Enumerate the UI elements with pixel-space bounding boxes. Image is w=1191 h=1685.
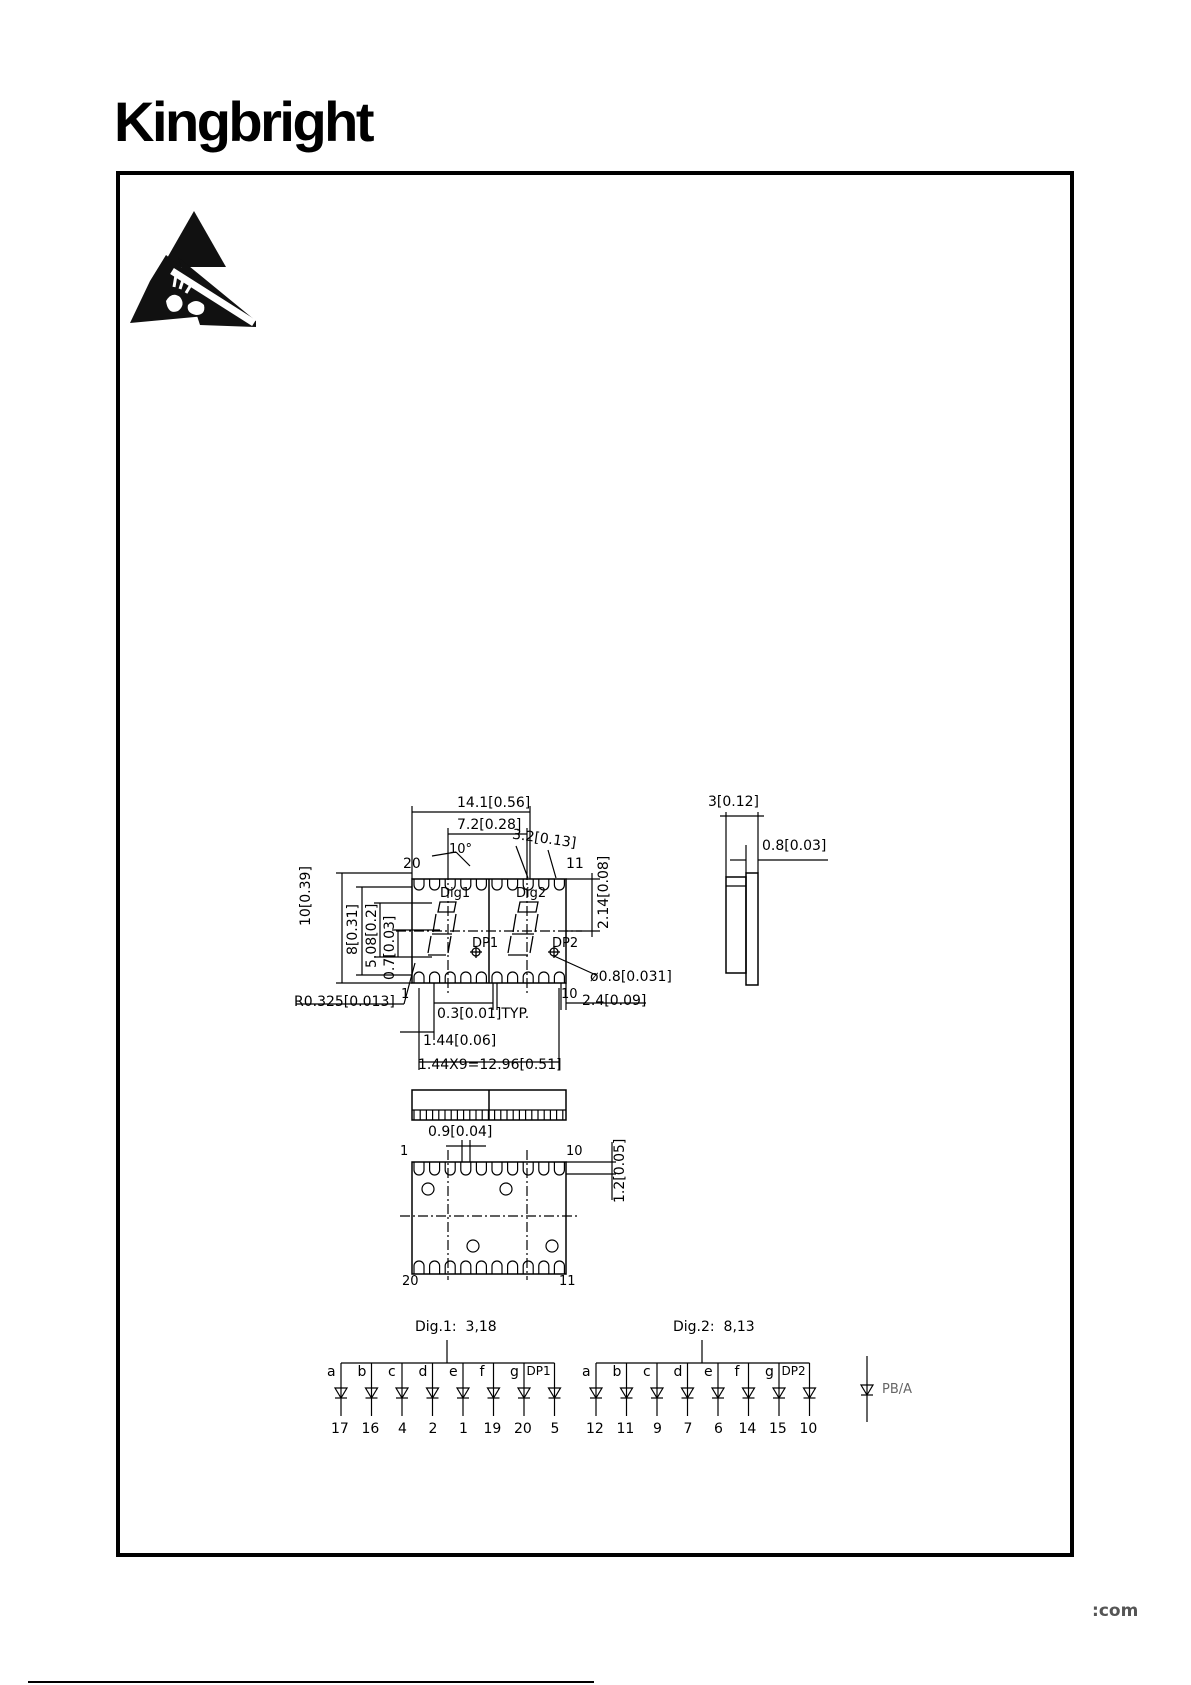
dim-hole-dia: ø0.8[0.031] (590, 969, 672, 985)
dig1-label: Dig1 (440, 886, 471, 901)
pin-notch (539, 1162, 549, 1175)
dig2-title: Dig.2: 8,13 (673, 1319, 755, 1335)
segment-label: d (673, 1364, 683, 1380)
footer-rule (28, 1681, 594, 1683)
dim-pitch-total: 1.44X9=12.96[0.51] (418, 1057, 562, 1073)
pin-notch (430, 1261, 440, 1274)
pin-notch (430, 1162, 440, 1175)
pin-10-label: 10 (561, 987, 578, 1002)
segment-label: g (510, 1364, 519, 1380)
pin-notch (476, 1162, 486, 1175)
dim-pad-width: 0.9[0.04] (428, 1124, 493, 1140)
pin-notch (461, 1162, 471, 1175)
pin-notch (492, 1162, 502, 1175)
segment-label: b (612, 1364, 622, 1380)
segment-label: c (643, 1364, 651, 1380)
segment-label: d (418, 1364, 428, 1380)
pin-20-label: 20 (403, 856, 421, 872)
pin-notch (554, 1261, 564, 1274)
pin-notch (430, 879, 440, 890)
pin-notch (492, 879, 502, 890)
segment-label: DP1 (526, 1364, 551, 1378)
legend-label: PB/A (882, 1382, 913, 1397)
pin-notch (476, 1261, 486, 1274)
segment-label: a (582, 1364, 591, 1380)
dim-segment-width: 3.2[0.13] (511, 826, 578, 852)
pin-number-label: 17 (331, 1421, 349, 1437)
dim-height-total: 10[0.39] (298, 866, 314, 926)
dim-pad-depth: 1.2[0.05] (612, 1138, 628, 1203)
segment-label: g (765, 1364, 774, 1380)
circuit-diagram (335, 1340, 873, 1422)
pin-number-label: 20 (514, 1421, 532, 1437)
segment-label: f (734, 1364, 740, 1380)
segment-label: e (704, 1364, 713, 1380)
pin-number-label: 9 (653, 1421, 662, 1437)
pin-notch (554, 879, 564, 890)
bottom-pin-20: 20 (402, 1274, 419, 1289)
dim-radius: R0.325[0.013] (294, 994, 395, 1010)
segment-label: f (479, 1364, 485, 1380)
dim-overall-width: 14.1[0.56] (457, 795, 531, 811)
dp2-label: DP2 (552, 936, 579, 951)
pin-notch (414, 879, 424, 890)
pin-notch (554, 1162, 564, 1175)
dim-214: 2.14[0.08] (596, 855, 612, 929)
dp1-label: DP1 (472, 936, 499, 951)
bottom-pin-1: 1 (400, 1144, 409, 1159)
pin-notch (554, 972, 564, 983)
pin-notch (508, 1261, 518, 1274)
pin-number-label: 10 (799, 1421, 818, 1437)
pin-notch (414, 1261, 424, 1274)
dig1-title: Dig.1: 3,18 (415, 1319, 497, 1335)
pin-number-label: 11 (616, 1421, 635, 1437)
pin-notch (492, 972, 502, 983)
pin-notch (523, 972, 533, 983)
dim-gap: 0.3[0.01]TYP. (437, 1006, 530, 1022)
segment-label: a (327, 1364, 336, 1380)
pin-number-label: 19 (483, 1421, 502, 1437)
diameter-symbol: ø (590, 969, 599, 985)
segment-label: DP2 (781, 1364, 806, 1378)
pin-number-label: 12 (586, 1421, 604, 1437)
pin-number-label: 2 (428, 1421, 438, 1437)
dim-angle: 10° (449, 842, 473, 857)
dig2-label: Dig2 (516, 886, 547, 901)
dim-height-508: 5.08[0.2] (364, 903, 380, 968)
pin-notch (539, 972, 549, 983)
pin-notch (445, 972, 455, 983)
kingbright-logo: Kingbright (114, 90, 373, 153)
pin-number-label: 15 (769, 1421, 787, 1437)
pin-notch (414, 1162, 424, 1175)
dim-pitch: 1.44[0.06] (423, 1033, 497, 1049)
pin-number-label: 5 (550, 1421, 560, 1437)
segment-label: c (388, 1364, 396, 1380)
pin-notch (539, 1261, 549, 1274)
pin-number-label: 4 (398, 1421, 407, 1437)
pin-notch (523, 1261, 533, 1274)
pin-notch (523, 1162, 533, 1175)
pin-number-label: 16 (361, 1421, 380, 1437)
pin-1-label: 1 (401, 987, 410, 1002)
dim-thickness: 3[0.12] (708, 794, 760, 810)
pin-11-label: 11 (566, 856, 584, 872)
pin-notch (430, 972, 440, 983)
footer-url-fragment (1092, 1601, 1138, 1621)
pin-notch (508, 972, 518, 983)
pin-notch (476, 972, 486, 983)
segment-label: b (357, 1364, 367, 1380)
footer-text: com (1098, 1601, 1139, 1621)
dim-lip: 0.8[0.03] (762, 838, 827, 854)
dim-height-07: 0.7[0.03] (382, 915, 398, 980)
pin-number-label: 1 (459, 1421, 468, 1437)
pin-notch (492, 1261, 502, 1274)
bottom-view (400, 1140, 616, 1280)
footer-dot: : (1092, 1601, 1099, 1621)
pin-notch (445, 1162, 455, 1175)
pin-notch (508, 1162, 518, 1175)
pin-notch (414, 972, 424, 983)
bottom-pin-10: 10 (566, 1144, 583, 1159)
pin-notch (476, 879, 486, 890)
segment-label: e (449, 1364, 458, 1380)
pin-notch (461, 1261, 471, 1274)
bottom-pin-11: 11 (559, 1274, 576, 1289)
dim-24: 2.4[0.09] (582, 993, 647, 1009)
dim-height-8: 8[0.31] (345, 903, 361, 955)
pin-number-label: 14 (738, 1421, 757, 1437)
pin-notch (445, 1261, 455, 1274)
edge-view (412, 1090, 566, 1120)
pin-notch (461, 972, 471, 983)
dim-digit-pitch: 7.2[0.28] (457, 817, 522, 833)
pin-number-label: 6 (714, 1421, 723, 1437)
pin-number-label: 7 (683, 1421, 693, 1437)
